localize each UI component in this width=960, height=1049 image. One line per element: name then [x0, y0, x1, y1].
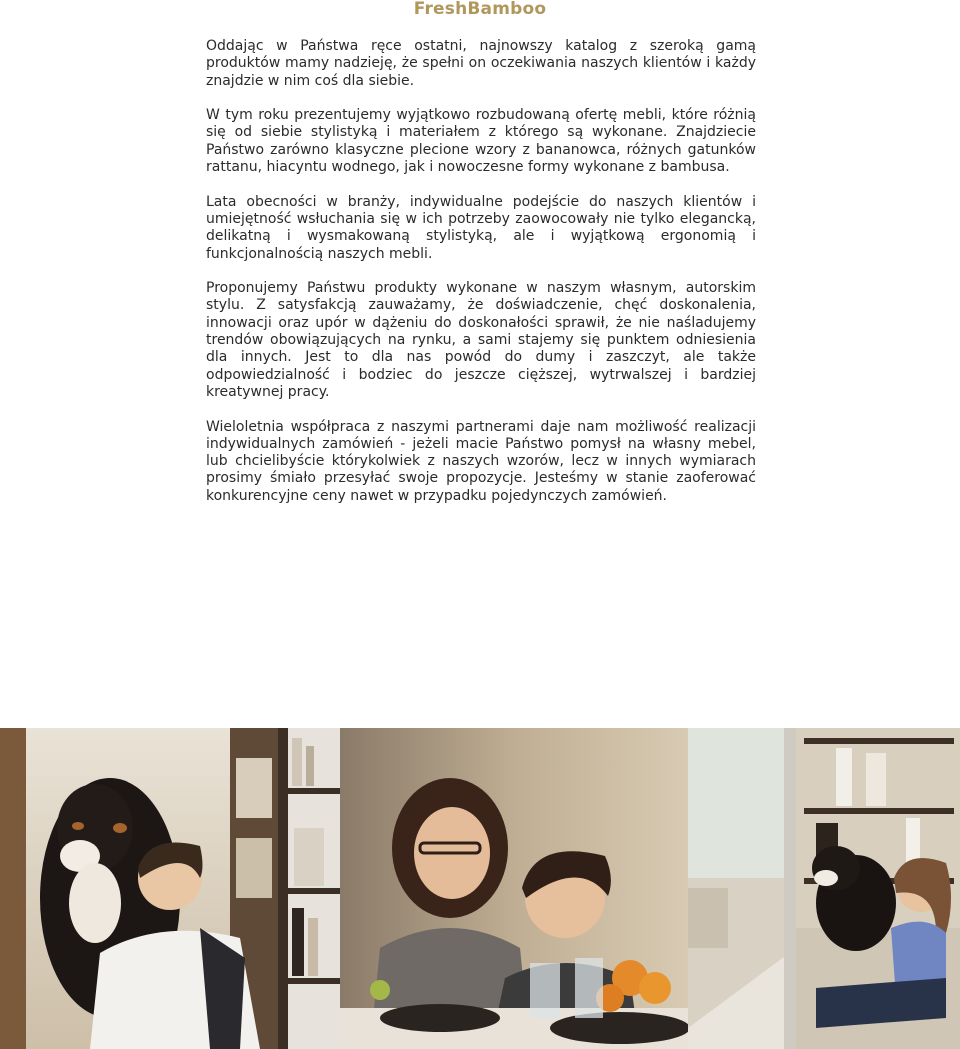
photo-boy-with-dog [0, 728, 278, 1049]
photo-shelving [278, 728, 340, 1049]
brand-title: FreshBamboo [413, 0, 547, 19]
intro-paragraph-4: Proponujemy Państwu produkty wykonane w naszym własnym, autorskim stylu. Z satysfakcją zauważamy, że doświadczenie, chęć doskonalenia, innowacji oraz upór w dążeniu do doskonałości sprawił, że nie naśladujemy trendów obowiązujących na rynku, a sami stajemy się punktem odniesienia dla innych. Jest to dla nas powód do dumy i zaszczyt, ale także odpowiedzialność i bodziec do jeszcze cięższej, wytrwalszej i bardziej kreatywnej pracy. [206, 280, 756, 400]
photo-mother-and-son [340, 728, 688, 1049]
photo-window [688, 728, 796, 1049]
intro-text [206, 38, 756, 522]
intro-paragraph-1: Oddając w Państwa ręce ostatni, najnowszy katalog z szeroką gamą produktów mamy nadzieję, że spełni on oczekiwania naszych klientów i każdy znajdzie w nim coś dla siebie. [206, 38, 756, 89]
photo-strip [0, 728, 960, 1049]
photo-girl-with-dog [796, 728, 960, 1049]
intro-paragraph-5: Wieloletnia współpraca z naszymi partnerami daje nam możliwość realizacji indywidualnych zamówień - jeżeli macie Państwo pomysł na własny mebel, lub chcielibyście którykolwiek z naszych wzorów, lecz w innych wymiarach prosimy śmiało przesyłać swoje propozycje. Jesteśmy w stanie zaoferować konkurencyjne ceny nawet w przypadku pojedynczych zamówień. [206, 418, 756, 504]
intro-paragraph-3: Lata obecności w branży, indywidualne podejście do naszych klientów i umiejętność wsłuchania się w ich potrzeby zaowocowały nie tylko elegancką, delikatną i wysmakowaną stylistyką, ale i wyjątkową ergonomią i funkcjonalnością naszych mebli. [206, 193, 756, 262]
intro-paragraph-2: W tym roku prezentujemy wyjątkowo rozbudowaną ofertę mebli, które różnią się od siebie stylistyką i materiałem z którego są wykonane. Znajdziecie Państwo zarówno klasyczne plecione wzory z bananowca, różnych gatunków rattanu, hiacyntu wodnego, jak i nowoczesne formy wykonane z bambusa. [206, 107, 756, 176]
